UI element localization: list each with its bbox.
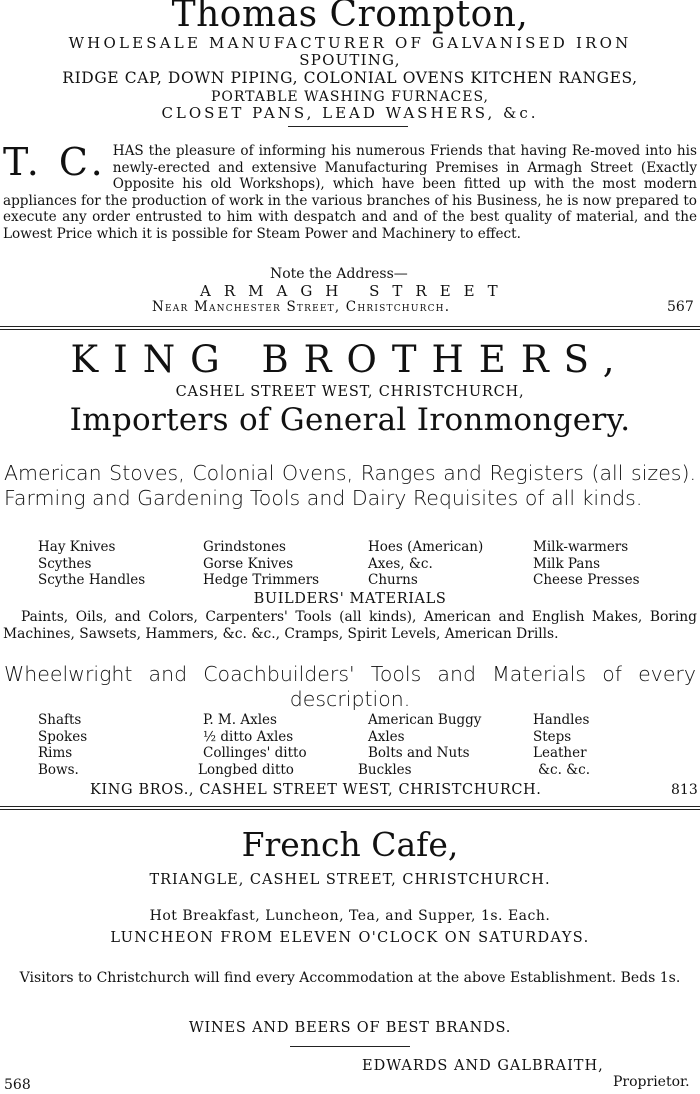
list-row (38, 556, 698, 573)
list-item: Churns (368, 572, 418, 588)
crompton-note: Note the Address— (270, 266, 408, 282)
list-item: P. M. Axles (203, 712, 277, 728)
list-row (38, 572, 698, 589)
list-item: Leather (533, 745, 587, 761)
list-item: Scythe Handles (38, 572, 146, 588)
list-item: Collinges' ditto (203, 745, 307, 761)
cafe-visitors: Visitors to Christchurch will find every Accommodation at the above Establishment. Beds 1s. (19, 970, 681, 986)
crompton-title: Thomas Crompton, (171, 0, 529, 35)
list-item: American Buggy (368, 712, 482, 728)
list-item: Buckles (358, 761, 412, 778)
crompton-body-text: HAS the pleasure of informing his numerous Friends that having Re-moved into his newly-erected and extensive Manufacturing Premises in Armagh Street (Exactly Opposite his old Workshops), which have been fitted up with the most modern appliances for the production of work in the various branches of his Business, he is now prepared to execute any order entrusted to him with despatch and and of the best quality of material, and the Lowest Price which it is possible for Steam Power and Machinery to effect. (3, 143, 697, 242)
crompton-line4: PORTABLE WASHING FURNACES, (210, 89, 490, 105)
king-builders-heading: BUILDERS' MATERIALS (253, 591, 447, 607)
section-rule (0, 809, 700, 810)
crompton-line3: RIDGE CAP, DOWN PIPING, COLONIAL OVENS KITCHEN RANGES, (62, 69, 638, 87)
divider (288, 126, 408, 127)
crompton-near: Near Manchester Street, Christchurch. (152, 299, 451, 315)
list-item: Rims (38, 745, 73, 761)
list-item: Milk-warmers (533, 539, 629, 555)
king-builders-text: Paints, Oils, and Colors, Carpenters' Tools (all kinds), American and English Makes, Boring Machines, Sawsets, Hammers, &c. &c., Cramps, Spirit Levels, American Drills. (3, 609, 697, 642)
crompton-line5: CLOSET PANS, LEAD WASHERS, &c. (161, 104, 539, 122)
king-address: CASHEL STREET WEST, CHRISTCHURCH, (175, 384, 525, 400)
list-item: Milk Pans (533, 555, 601, 572)
list-item: Shafts (38, 712, 82, 728)
divider (290, 1046, 410, 1047)
section-rule (0, 806, 700, 807)
king-wheelwright (4, 662, 696, 712)
list-item: Hoes (American) (368, 539, 484, 555)
list-item: Axles (368, 728, 405, 745)
list-item: Steps (533, 728, 572, 745)
list-row (38, 539, 698, 556)
crompton-street: ARMAGH STREET (200, 282, 511, 300)
list-row (38, 762, 698, 779)
list-row (38, 712, 698, 729)
king-footer: KING BROS., CASHEL STREET WEST, CHRISTCHURCH. (90, 782, 542, 798)
king-heading: Importers of General Ironmongery. (69, 402, 631, 438)
cafe-wines: WINES AND BEERS OF BEST BRANDS. (188, 1020, 512, 1036)
list-item: Grindstones (203, 539, 286, 555)
cafe-meals: Hot Breakfast, Luncheon, Tea, and Supper, 1s. Each. (149, 908, 551, 924)
king-wheelwright-text: Wheelwright and Coachbuilders' Tools and Materials of every description. (4, 662, 696, 711)
list-item: Handles (533, 712, 590, 728)
list-row (38, 745, 698, 762)
king-ad-number: 813 (671, 782, 698, 798)
list-item: Hedge Trimmers (203, 572, 320, 588)
crompton-line2: SPOUTING, (299, 51, 401, 69)
crompton-body (3, 140, 697, 242)
crompton-line1: WHOLESALE MANUFACTURER OF GALVANISED IRON (68, 34, 632, 52)
cafe-luncheon: LUNCHEON FROM ELEVEN O'CLOCK ON SATURDAYS. (110, 930, 590, 946)
list-item: ½ ditto Axles (203, 728, 294, 745)
cafe-proprietor: Proprietor. (613, 1074, 690, 1090)
cafe-address: TRIANGLE, CASHEL STREET, CHRISTCHURCH. (149, 872, 551, 888)
king-intro-text: American Stoves, Colonial Ovens, Ranges and Registers (all sizes). Farming and Gardening Tools and Dairy Requisites of all kinds. (4, 461, 696, 510)
section-rule (0, 329, 700, 330)
section-rule (0, 326, 700, 327)
list-item: Axes, &c. (368, 555, 433, 572)
list-item: &c. &c. (538, 761, 591, 778)
crompton-ad-number: 567 (667, 299, 694, 315)
list-item: Gorse Knives (203, 555, 294, 572)
page-number: 568 (4, 1077, 31, 1093)
list-item: Bows. (38, 761, 79, 778)
king-list-coach (38, 712, 698, 778)
king-list-farming (38, 539, 698, 589)
cafe-owners: EDWARDS AND GALBRAITH, (362, 1058, 604, 1074)
cafe-title: French Cafe, (241, 825, 459, 864)
list-item: Spokes (38, 728, 88, 745)
king-intro (4, 461, 696, 511)
list-item: Bolts and Nuts (368, 745, 470, 761)
king-title: KING BROTHERS, (70, 338, 630, 381)
list-item: Longbed ditto (198, 761, 294, 778)
list-item: Cheese Presses (533, 572, 640, 588)
list-row (38, 729, 698, 746)
list-item: Scythes (38, 555, 92, 572)
crompton-dropcap: T. C. (3, 140, 107, 184)
list-item: Hay Knives (38, 539, 116, 555)
